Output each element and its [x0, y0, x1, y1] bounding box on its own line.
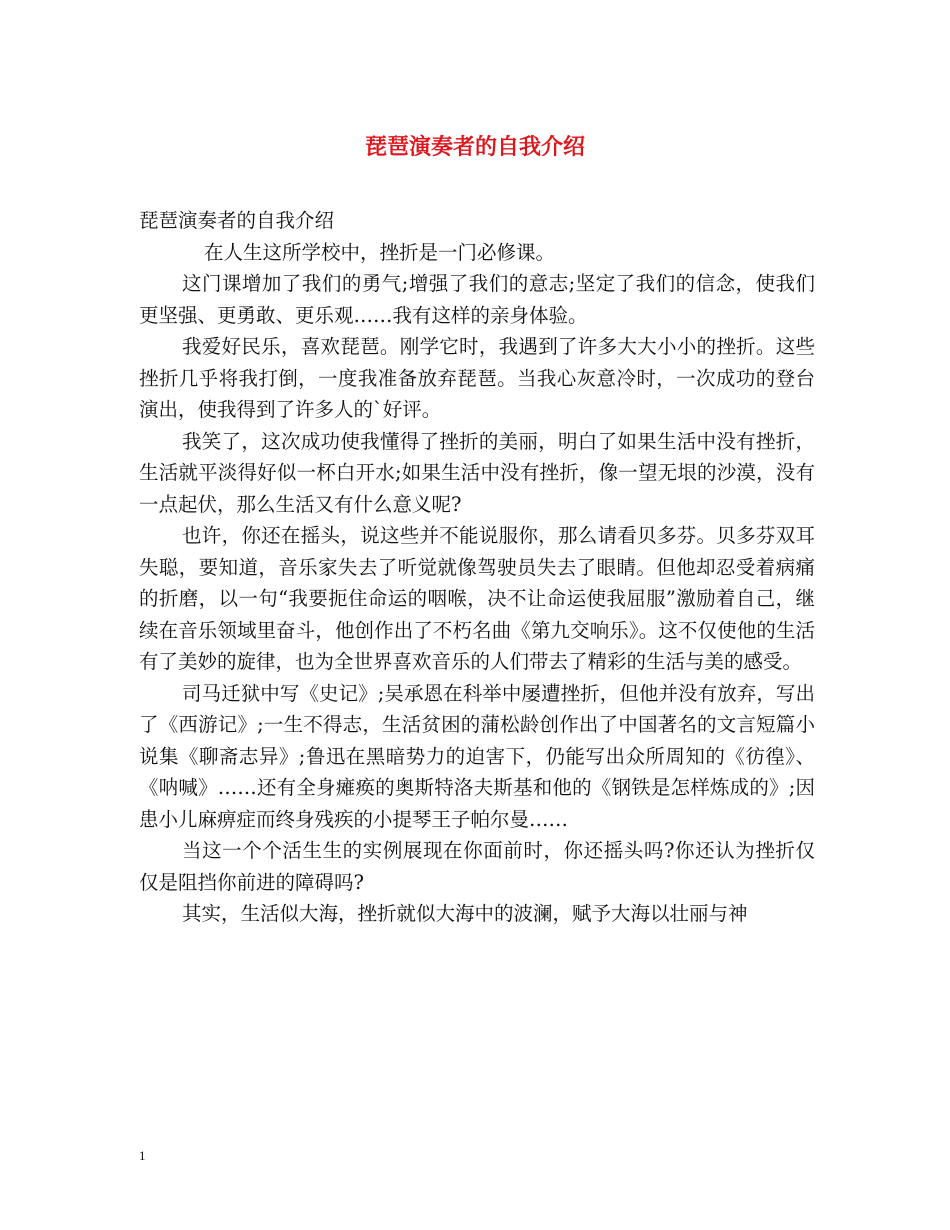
page-number: 1	[139, 1148, 146, 1163]
paragraph: 在人生这所学校中，挫折是一门必修课。	[204, 240, 556, 264]
paragraph: 琵琶演奏者的自我介绍	[139, 209, 335, 232]
paragraph: 当这一个个活生生的实例展现在你面前时，你还摇头吗?你还认为挫折仅仅是阻挡你前进的障碍吗?	[139, 839, 815, 894]
paragraph: 司马迁狱中写《史记》;吴承恩在科举中屡遭挫折，但他并没有放弃，写出了《西游记》;一生不得志，生活贫困的蒲松龄创作出了中国著名的文言短篇小说集《聊斋志异》;鲁迅在黑暗势力的迫害下，仍能写出众所周知的《彷徨》、《呐喊》……还有全身瘫痪的奥斯特洛夫斯基和他的《钢铁是怎样炼成的》;因患小儿麻痹症而终身残疾的小提琴王子帕尔曼……	[139, 681, 815, 831]
paragraph: 这门课增加了我们的勇气;增强了我们的意志;坚定了我们的信念，使我们更坚强、更勇敢、更乐观……我有这样的亲身体验。	[139, 272, 815, 327]
paragraph: 其实，生活似大海，挫折就似大海中的波澜，赋予大海以壮丽与神	[182, 902, 748, 925]
paragraph: 也许，你还在摇头，说这些并不能说服你，那么请看贝多芬。贝多芬双耳失聪，要知道，音乐家失去了听觉就像驾驶员失去了眼睛。但他却忍受着病痛的折磨，以一句“我要扼住命运的咽喉，决不让命运使我屈服”激励着自己，继续在音乐领域里奋斗，他创作出了不朽名曲《第九交响乐》。这不仅使他的生活有了美妙的旋律，也为全世界喜欢音乐的人们带去了精彩的生活与美的感受。	[139, 524, 815, 673]
paragraph: 我笑了，这次成功使我懂得了挫折的美丽，明白了如果生活中没有挫折，生活就平淡得好似一杯白开水;如果生活中没有挫折，像一望无垠的沙漠，没有一点起伏，那么生活又有什么意义呢?	[139, 429, 815, 516]
document-body	[139, 205, 815, 930]
document-title: 琵琶演奏者的自我介绍	[364, 134, 585, 160]
paragraph: 我爱好民乐，喜欢琵琶。刚学它时，我遇到了许多大大小小的挫折。这些挫折几乎将我打倒，一度我准备放弃琵琶。当我心灰意冷时，一次成功的登台演出，使我得到了许多人的`好评。	[139, 335, 815, 421]
